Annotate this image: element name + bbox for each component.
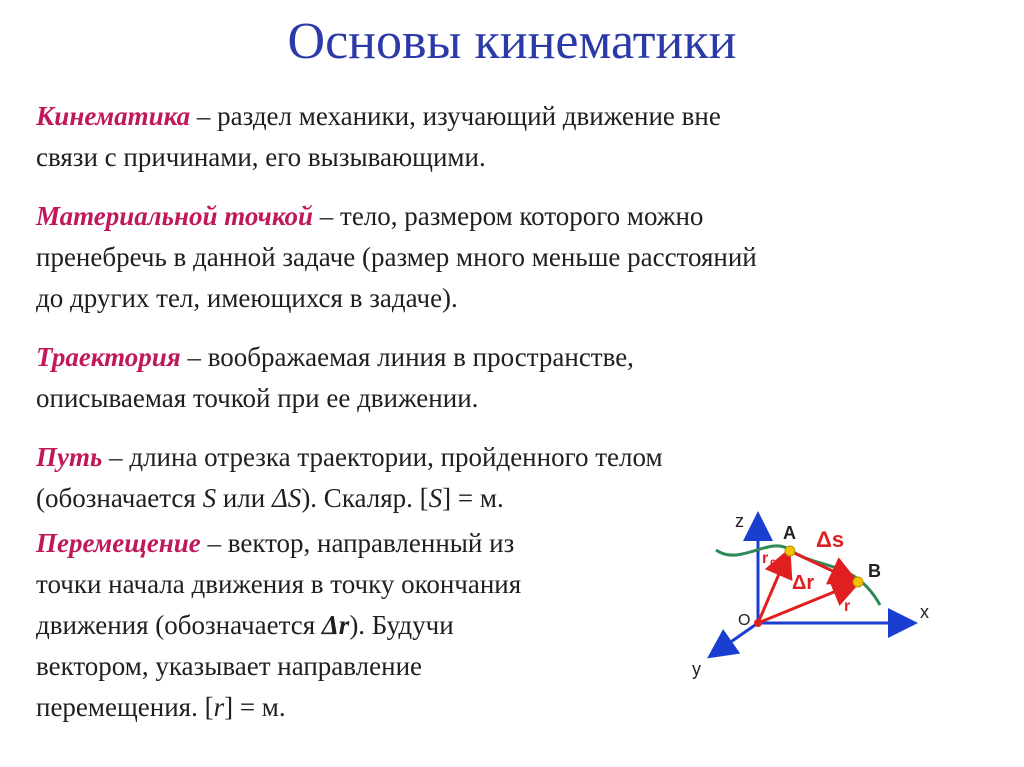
trajectory-definition [36,337,634,419]
displacement-text-5a: перемещения. [ [36,692,214,722]
path-term: Путь [36,442,103,472]
origin-point [754,619,762,627]
kinematics-text-1: – раздел механики, изучающий движение вне [190,101,721,131]
path-text-2b: или [216,483,272,513]
kinematics-term: Кинематика [36,101,191,131]
displacement-text-3b: ). Будучи [349,610,454,640]
path-definition [36,437,663,519]
r-label: r [844,598,851,615]
path-symbol-ds: ΔS [271,483,302,513]
axis-x-label: x [920,602,929,622]
path-unit-symbol: S [428,483,443,513]
point-a [785,546,795,556]
point-a-label: A [783,523,796,543]
path-text-1: – длина отрезка траектории, пройденного телом [102,442,663,472]
r0-subscript: 0 [770,558,777,570]
trajectory-term: Траектория [36,342,181,372]
material-point-term: Материальной точкой [36,201,314,231]
kinematics-definition [36,96,721,178]
displacement-symbol-dr: Δr [321,610,350,640]
displacement-term: Перемещение [36,528,201,558]
delta-r-label: Δr [792,572,815,594]
displacement-text-5b: ] = м. [224,692,286,722]
axis-y-label: y [692,659,701,679]
trajectory-text-2: описываемая точкой при ее движении. [36,383,479,413]
displacement-text-4: вектором, указывает направление [36,651,423,681]
material-point-definition [36,196,757,319]
displacement-text-2: точки начала движения в точку окончания [36,569,522,599]
delta-s-label: Δs [816,527,845,552]
displacement-diagram [680,505,950,685]
kinematics-text-2: связи с причинами, его вызывающими. [36,142,486,172]
displacement-unit-symbol: r [213,692,225,722]
r0-label: r [762,550,769,567]
path-symbol-s: S [202,483,217,513]
displacement-text-3a: движения (обозначается [36,610,322,640]
material-point-text-2: пренебречь в данной задаче (размер много меньше расстояний [36,242,757,272]
trajectory-text-1: – воображаемая линия в пространстве, [180,342,634,372]
point-b [853,577,863,587]
path-text-2d: ] = м. [442,483,504,513]
displacement-definition [36,523,521,728]
path-text-2c: ). Скаляр. [ [301,483,429,513]
material-point-text-3: до других тел, имеющихся в задаче). [36,283,458,313]
origin-label: O [738,612,751,629]
axis-z-label: z [735,511,744,531]
y-axis [712,623,758,655]
displacement-text-1: – вектор, направленный из [200,528,515,558]
slide-title: Основы кинематики [287,13,737,70]
path-text-2a: (обозначается [36,483,203,513]
material-point-text-1: – тело, размером которого можно [313,201,704,231]
point-b-label: B [868,561,881,581]
